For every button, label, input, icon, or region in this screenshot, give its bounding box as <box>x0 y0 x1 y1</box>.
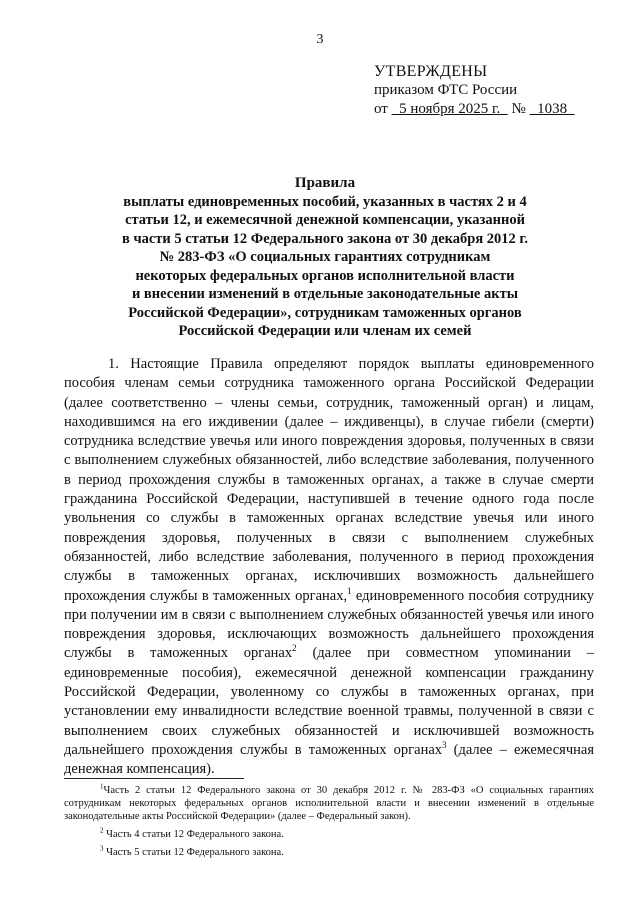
title-line: статьи 12, и ежемесячной денежной компенсации, указанной <box>125 212 525 228</box>
footnote-ref-2: 2 <box>292 643 297 654</box>
footnote-ref-3: 3 <box>442 740 447 751</box>
footnote-3: $^3$ Часть 5 статьи 12 Федерального закона. <box>100 844 284 858</box>
approval-date: 5 ноября 2025 г. <box>399 101 501 117</box>
footnote-2: $^2$ Часть 4 статьи 12 Федерального закона. <box>100 826 284 840</box>
title-line: Правила <box>294 175 356 191</box>
title-line: и внесении изменений в отдельные законодательные акты <box>131 286 519 302</box>
title-line: Российской Федерации», сотрудникам таможенных органов <box>128 304 522 321</box>
title-line: Российской Федерации или членам их семей <box>178 323 472 339</box>
approval-stamp <box>374 62 575 119</box>
title-line: некоторых федеральных органов исполнительной власти <box>135 267 515 284</box>
footnote-divider <box>64 778 244 779</box>
approval-number-sign: № <box>511 101 526 117</box>
title-line: в части 5 статьи 12 Федерального закона от 30 декабря 2012 г. <box>121 230 528 247</box>
body-text <box>64 355 594 780</box>
approval-from-prefix: от <box>374 101 388 117</box>
footnotes <box>64 784 594 864</box>
footnote-ref-1: 1 <box>347 585 352 596</box>
title-line: № 283-ФЗ «О социальных гарантиях сотрудникам <box>159 249 491 265</box>
approval-number: 1038 <box>537 101 568 117</box>
page-number: 3 <box>316 32 324 47</box>
footnote-1: $^1$Часть 2 статьи 12 Федерального закона от 30 декабря 2012 г. № 283-ФЗ «О социальных гарантиях сотрудникам некоторых федеральных органов исполнительной власти и внесении изменений в отдельные законодательные акты Российской Федерации» (далее – Федеральный закон). <box>64 782 594 822</box>
title-line: выплаты единовременных пособий, указанных в частях 2 и 4 <box>123 193 527 210</box>
approval-order-line: приказом ФТС России <box>374 82 518 98</box>
approval-title: УТВЕРЖДЕНЫ <box>374 63 488 80</box>
approval-date-line <box>374 100 575 119</box>
paragraph-1: 1. Настоящие Правила определяют порядок выплаты единовременного пособия членам семьи сотрудника таможенного органа Российской Федерации (далее соответственно – члены семьи, сотрудник, таможенный орган) и лицам, находившимся на его иждивении (далее – иждивенцы), в случае гибели (смерти) сотрудника вследствие увечья или иного повреждения здоровья, полученных в связи с выполнением служебных обязанностей, либо вследствие заболевания, полученного в период прохождения службы в таможенных органах, а также в случае смерти гражданина Российской Федерации, наступившей в течение одного года после увольнения со службы в таможенных органах вследствие увечья или иного повреждения здоровья, полученных в связи с выполнением служебных обязанностей, либо вследствие заболевания, полученного в период прохождения службы в таможенных органах, исключивших возможность дальнейшего прохождения службы в таможенных органах,$^1$ единовременного пособия сотруднику при получении им в связи с выполнением служебных обязанностей увечья или иного повреждения здоровья, исключающих возможность дальнейшего прохождения службы в таможенных органах$^2$ (далее при совместном упоминании – единовременные пособия), ежемесячной денежной компенсации гражданину Российской Федерации, уволенному со службы в таможенных органах, при установлении ему инвалидности вследствие военной травмы, полученной в связи с выполнением своих служебных обязанностей и исключившей возможность дальнейшего прохождения службы в таможенных органах$^3$ (далее – ежемесячная денежная компенсация). <box>64 356 594 778</box>
document-title <box>95 174 555 341</box>
